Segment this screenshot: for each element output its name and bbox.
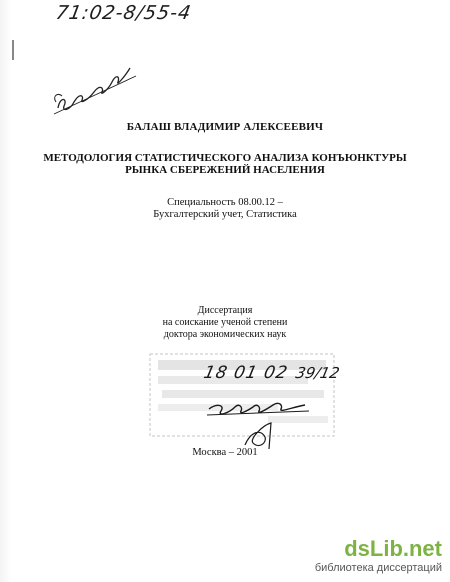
handwritten-signature-middle — [205, 395, 315, 455]
degree-line-1: Диссертация — [197, 305, 253, 316]
dissertation-title — [0, 152, 450, 176]
specialty-line-2: Бухгалтерский учет, Статистика — [153, 209, 297, 220]
margin-mark — [12, 40, 14, 60]
degree-line-2: на соискание ученой степени — [162, 317, 288, 328]
title-line-2: РЫНКА СБЕРЕЖЕНИЙ НАСЕЛЕНИЯ — [125, 164, 325, 176]
degree-line-3: доктора экономических наук — [163, 329, 287, 340]
dslib-logo: dsLib.net — [344, 536, 442, 561]
city-year: Москва – 2001 — [192, 447, 258, 458]
dslib-subtitle: библиотека диссертаций — [314, 562, 442, 574]
dslib-watermark — [315, 538, 442, 574]
handwritten-date: 18 01 02 — [201, 363, 290, 383]
title-line-1: МЕТОДОЛОГИЯ СТАТИСТИЧЕСКОГО АНАЛИЗА КОНЪЮНКТУРЫ — [43, 152, 407, 164]
specialty-line-1: Специальность 08.00.12 – — [167, 197, 283, 208]
specialty-block — [0, 197, 450, 221]
handwritten-number: 39/12 — [294, 364, 342, 382]
handwritten-signature-left — [50, 56, 140, 116]
author-name: БАЛАШ ВЛАДИМИР АЛЕКСЕЕВИЧ — [126, 121, 324, 133]
degree-block — [0, 305, 450, 341]
handwritten-code: 71:02-8/55-4 — [54, 2, 194, 24]
